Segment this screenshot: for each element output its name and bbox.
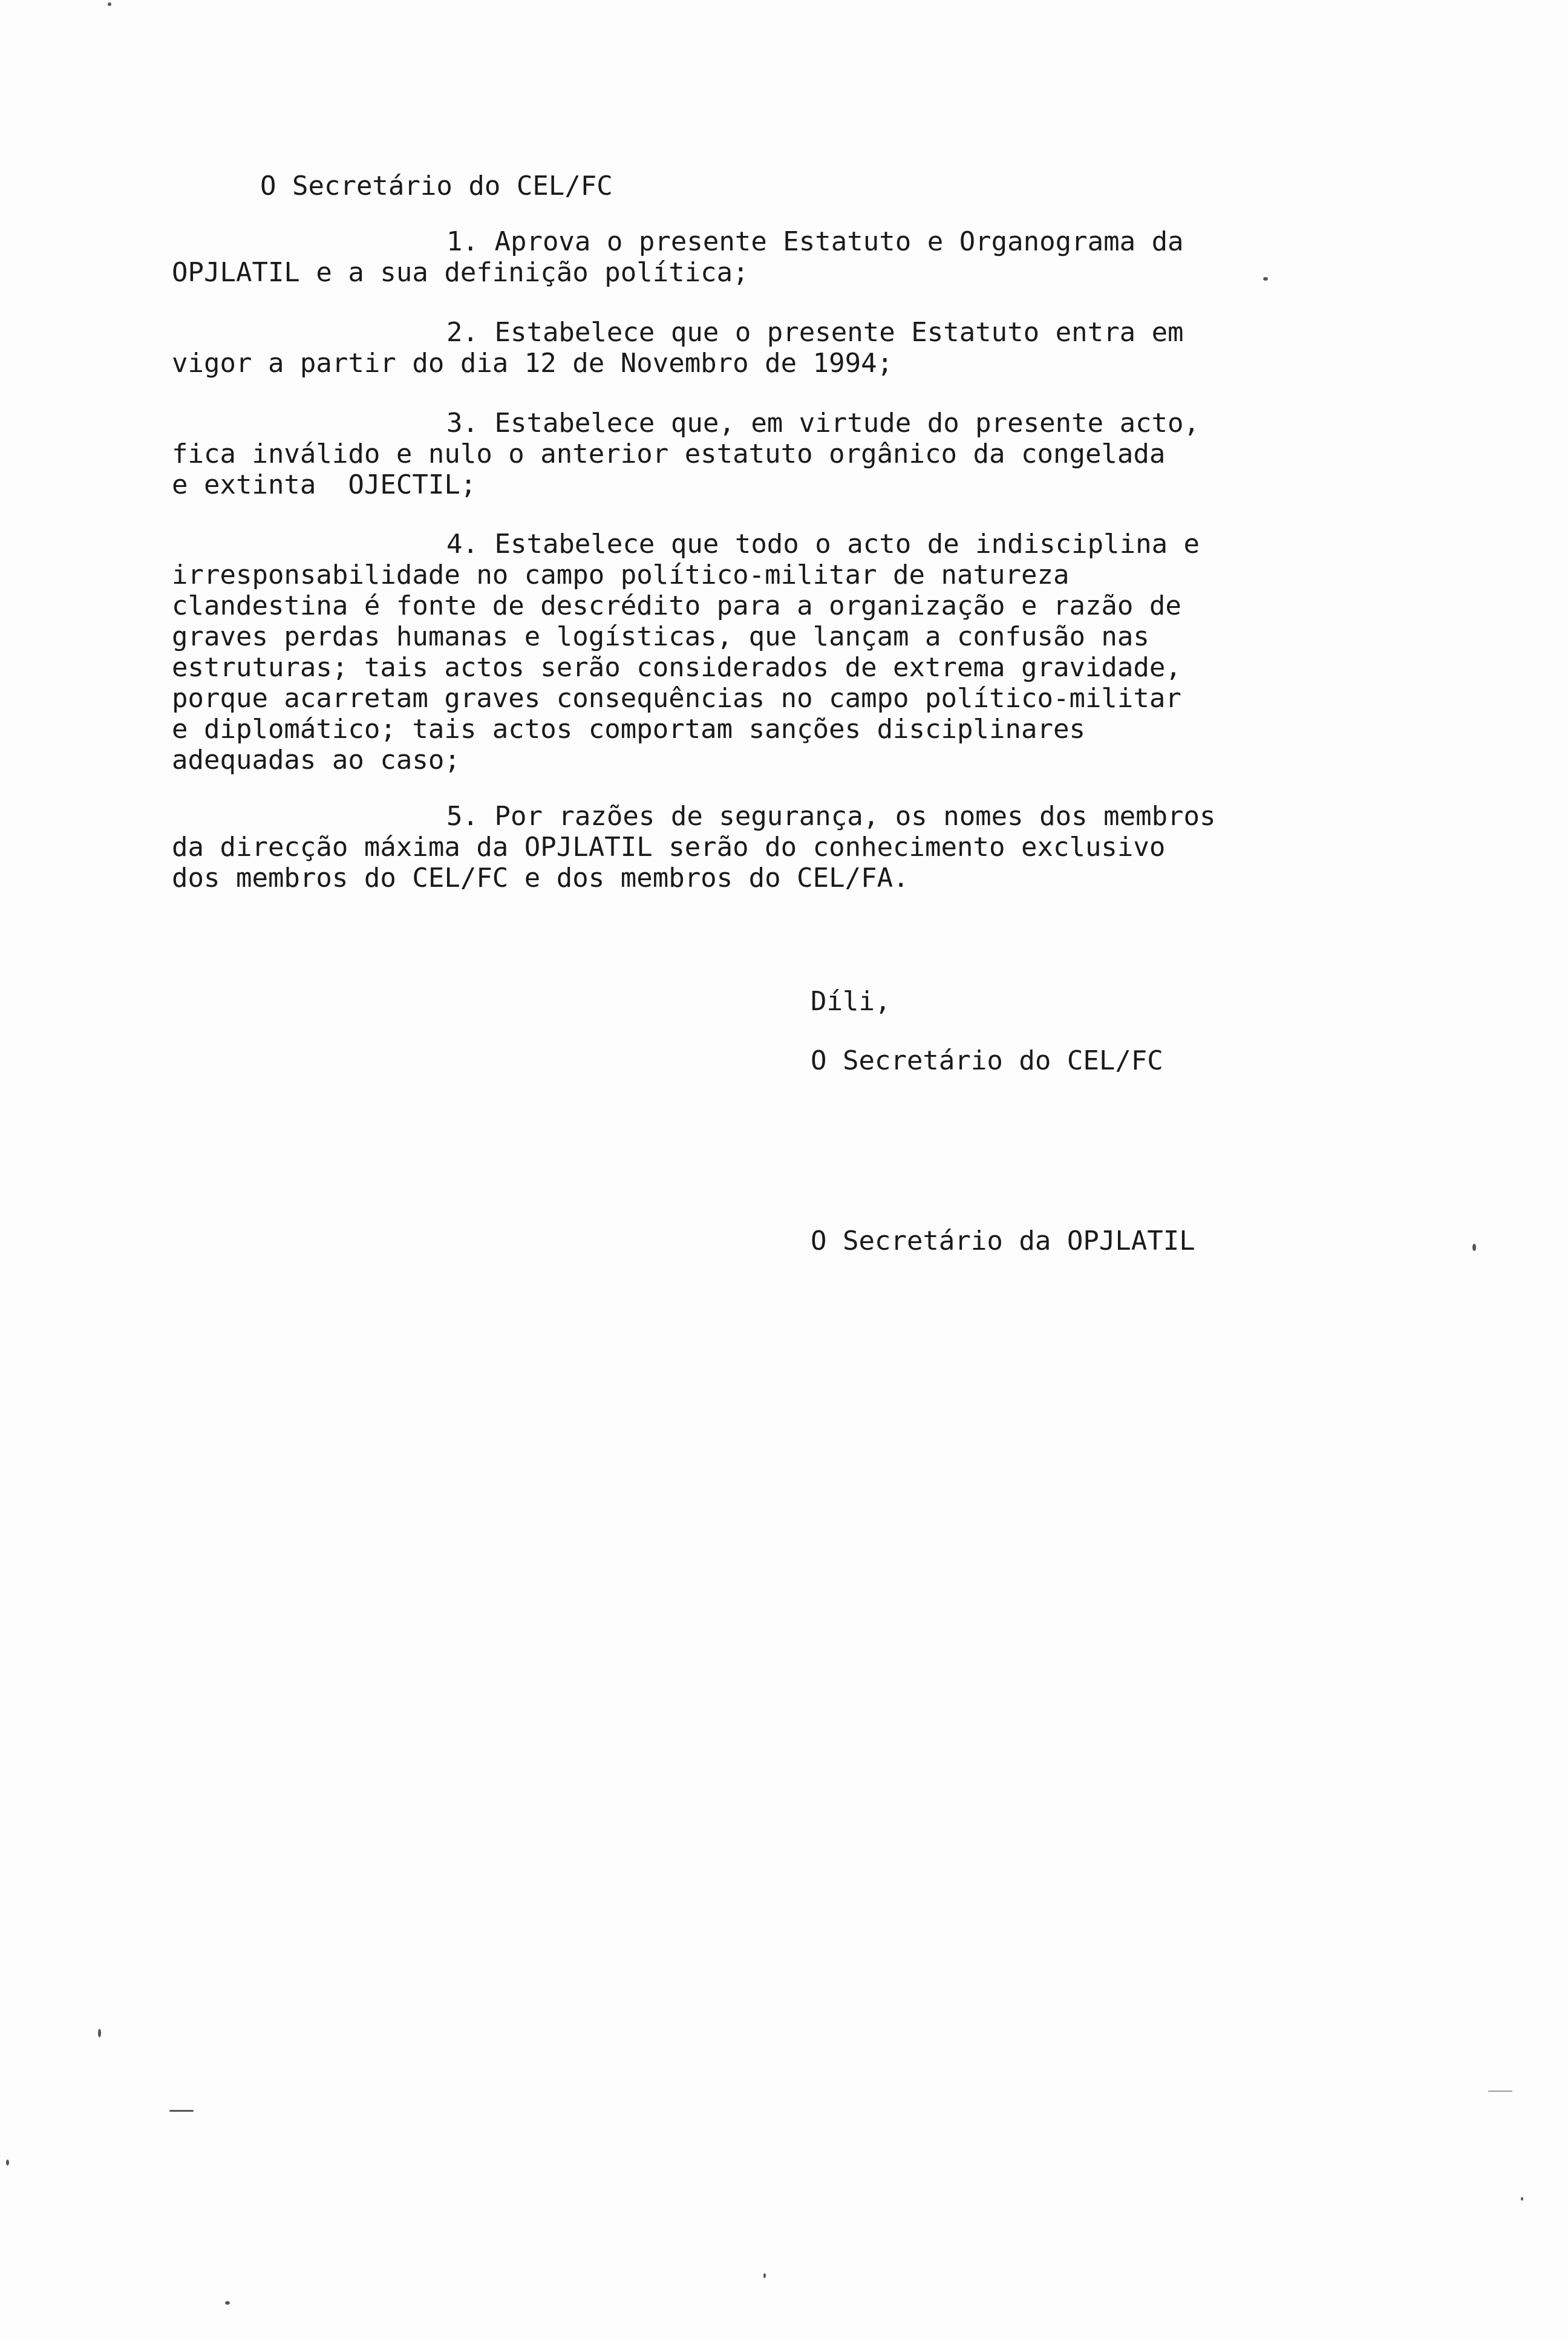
- signer-1-text: O Secretário do CEL/FC: [811, 1045, 1163, 1076]
- heading-text: O Secretário do CEL/FC: [260, 171, 613, 201]
- scan-speck: [108, 2, 111, 6]
- item-4-line-5: estruturas; tais actos serão considerados de extrema gravidade,: [172, 652, 1181, 683]
- scan-speck: [1521, 2197, 1523, 2201]
- item-4-line-7: e diplomático; tais actos comportam sanções disciplinares: [172, 714, 1085, 745]
- item-4-line-2: irresponsabilidade no campo político-militar de natureza: [172, 560, 1070, 590]
- item-3-line-2: fica inválido e nulo o anterior estatuto orgânico da congelada: [172, 439, 1166, 469]
- item-5-line-2: da direcção máxima da OPJLATIL serão do conhecimento exclusivo: [172, 832, 1166, 863]
- item-1-line-2: OPJLATIL e a sua definição política;: [172, 257, 749, 288]
- item-4-line-3: clandestina é fonte de descrédito para a organização e razão de: [172, 590, 1181, 621]
- item-4-line-8: adequadas ao caso;: [172, 745, 460, 775]
- scan-speck: [1472, 1244, 1476, 1251]
- scan-speck: [169, 2110, 194, 2112]
- item-4-line-4: graves perdas humanas e logísticas, que lançam a confusão nas: [172, 621, 1149, 652]
- signature-secretary-cel-fc: [811, 1045, 1416, 1076]
- scan-speck: [225, 2301, 230, 2305]
- item-2: [172, 317, 1321, 379]
- item-2-line-1: 2. Estabelece que o presente Estatuto entra em: [446, 317, 1184, 348]
- item-4: [172, 529, 1321, 775]
- place-text: Díli,: [811, 986, 891, 1017]
- item-5-line-3: dos membros do CEL/FC e dos membros do CEL/FA.: [172, 863, 909, 893]
- scan-speck: [1488, 2091, 1512, 2092]
- item-2-line-2: vigor a partir do dia 12 de Novembro de 1994;: [172, 348, 893, 379]
- item-5: [172, 801, 1321, 893]
- signer-2-text: O Secretário da OPJLATIL: [811, 1226, 1195, 1256]
- scan-speck: [1263, 277, 1268, 281]
- item-5-line-1: 5. Por razões de segurança, os nomes dos membros: [446, 801, 1216, 832]
- item-4-line-1: 4. Estabelece que todo o acto de indisciplina e: [446, 529, 1200, 560]
- scan-speck: [6, 2160, 9, 2166]
- item-1: [172, 226, 1321, 288]
- item-4-line-6: porque acarretam graves consequências no campo político-militar: [172, 683, 1181, 714]
- document-heading: [260, 171, 1410, 201]
- item-3-line-3: e extinta OJECTIL;: [172, 469, 477, 500]
- signature-secretary-opjlatil: [811, 1226, 1416, 1256]
- item-3: [172, 408, 1321, 500]
- signature-place: [811, 986, 1416, 1017]
- item-1-line-1: 1. Aprova o presente Estatuto e Organograma da: [446, 226, 1184, 257]
- scan-speck: [763, 2273, 766, 2278]
- scan-speck: [98, 2029, 101, 2037]
- item-3-line-1: 3. Estabelece que, em virtude do presente acto,: [446, 408, 1200, 439]
